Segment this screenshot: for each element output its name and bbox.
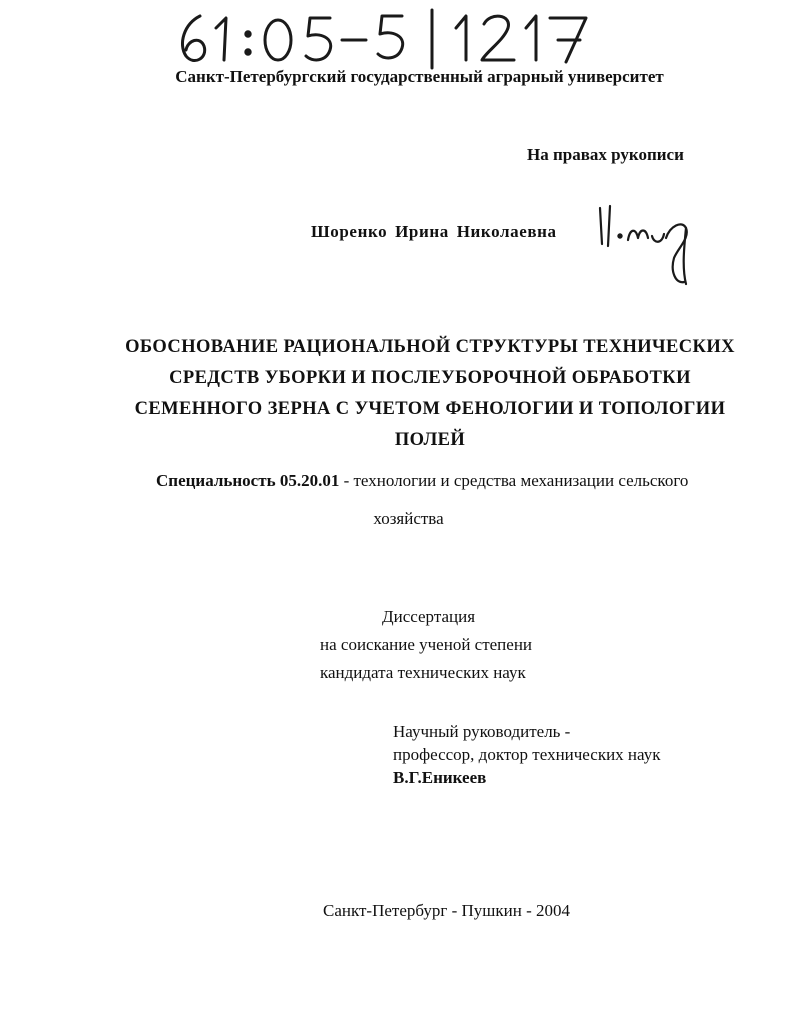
supervisor-title: профессор, доктор технических наук [393,745,661,764]
degree-line-1: Диссертация [382,607,476,626]
university-name: Санкт-Петербургский государственный аграрный университет [175,67,664,86]
author-name: Шоренко Ирина Николаевна [311,222,557,241]
title-line-2: СРЕДСТВ УБОРКИ И ПОСЛЕУБОРОЧНОЙ ОБРАБОТКИ [169,368,691,388]
specialty-continuation: хозяйства [373,509,444,528]
specialty-code: Специальность 05.20.01 [156,471,340,490]
manuscript-rights-note: На правах рукописи [527,145,684,164]
title-line-3: СЕМЕННОГО ЗЕРНА С УЧЕТОМ ФЕНОЛОГИИ И ТОПОЛОГИИ [134,399,726,419]
city-and-year: Санкт-Петербург - Пушкин - 2004 [322,901,571,920]
degree-block [320,603,532,687]
supervisor-block [393,720,660,789]
degree-line-3: кандидата технических наук [320,663,526,682]
title-line-1: ОБОСНОВАНИЕ РАЦИОНАЛЬНОЙ СТРУКТУРЫ ТЕХНИЧЕСКИХ [125,337,735,357]
specialty-line [156,471,688,491]
handwritten-archive-code [170,6,600,70]
specialty-description: - технологии и средства механизации сельского [339,471,689,490]
supervisor-name: В.Г.Еникеев [393,768,487,787]
dissertation-title [120,332,740,456]
title-line-4: ПОЛЕЙ [394,430,466,450]
degree-line-2: на соискание ученой степени [320,635,533,654]
supervisor-role: Научный руководитель - [393,722,571,741]
handwritten-signature [590,198,700,290]
